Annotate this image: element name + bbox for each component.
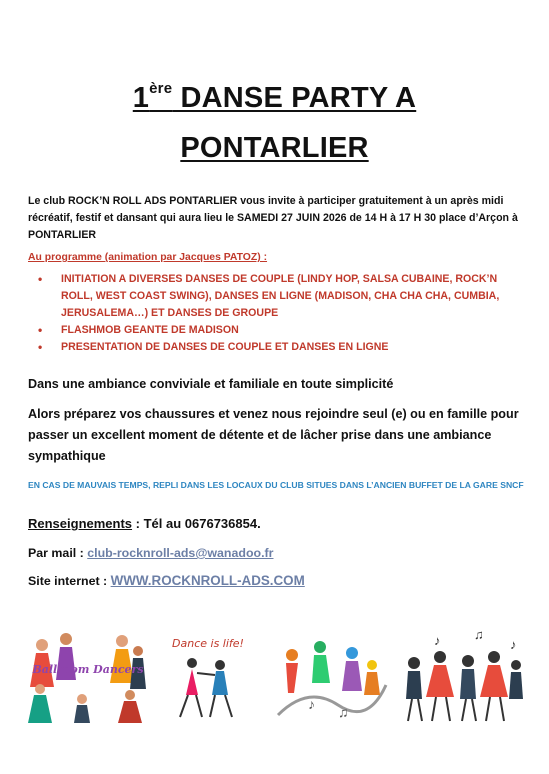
line-dancers-image — [398, 625, 527, 725]
ballroom-text: Ballroom Dancers — [32, 663, 144, 676]
music-note-icon: ♪ — [434, 633, 441, 648]
mail-link[interactable]: club-rocknroll-ads@wanadoo.fr — [87, 546, 274, 560]
list-item: • FLASHMOB GEANTE DE MADISON — [38, 323, 239, 337]
bullet-icon: • — [38, 323, 43, 337]
title-superscript: ère — [149, 80, 173, 97]
mail-label: Par mail : — [28, 546, 88, 560]
site-label: Site internet : — [28, 574, 111, 588]
list-item: • PRESENTATION DE DANSES DE COUPLE ET DANSES EN LIGNE — [38, 340, 389, 354]
bullet-icon: • — [38, 340, 43, 354]
music-dancers-image — [268, 625, 388, 725]
site-link[interactable]: WWW.ROCKNROLL-ADS.COM — [110, 573, 305, 588]
invitation-paragraph: Alors préparez vos chaussures et venez nous rejoindre seul (e) ou en famille pour passer un excellent moment de détente et de lâcher prise dans une ambiance sympathique — [28, 407, 519, 463]
dance-text: Dance is life! — [172, 637, 244, 650]
info-label: Renseignements — [28, 516, 133, 531]
intro-paragraph: Le club ROCK’N ROLL ADS PONTARLIER vous invite à participer gratuitement à un après midi récréatif, festif et dansant qui aura lieu le SAMEDI 27 JUIN 2026 de 14 H à 17 H 30 place d’Arçon à PONTARLIER — [28, 195, 518, 241]
music-note-icon: ♪ — [510, 637, 517, 652]
contact-info — [28, 516, 261, 531]
list-item: • INITIATION A DIVERSES DANSES DE COUPLE (LINDY HOP, SALSA CUBAINE, ROCK’N ROLL, WEST COAST SWING), DANSES EN LIGNE (MADISON, CHA CHA CHA, CUMBIA, JERUSALEMA…) ET DANSES DE GROUPE — [38, 272, 500, 319]
music-note-icon: ♫ — [474, 627, 484, 642]
weather-note: EN CAS DE MAUVAIS TEMPS, REPLI DANS LES LOCAUX DU CLUB SITUES DANS L’ANCIEN BUFFET DE LA GARE SNCF — [28, 480, 524, 490]
ballroom-dancers-image — [22, 625, 152, 725]
programme-list — [28, 271, 528, 356]
ambiance-line: Dans une ambiance conviviale et familiale en toute simplicité — [28, 377, 394, 391]
bullet-icon: • — [38, 272, 43, 286]
music-note-icon: ♪ — [308, 696, 315, 712]
poster-title-line2: PONTARLIER — [180, 132, 369, 164]
dance-is-life-image — [158, 625, 258, 725]
site-line — [28, 573, 305, 588]
programme-heading: Au programme (animation par Jacques PATOZ) : — [28, 252, 268, 263]
poster-title-line1: 1ère DANSE PARTY A — [132, 80, 417, 114]
dance-illustrations — [22, 625, 527, 725]
mail-line — [28, 546, 274, 560]
phone-text: : Tél au 0676736854. — [132, 516, 261, 531]
music-note-icon: ♫ — [338, 704, 349, 720]
